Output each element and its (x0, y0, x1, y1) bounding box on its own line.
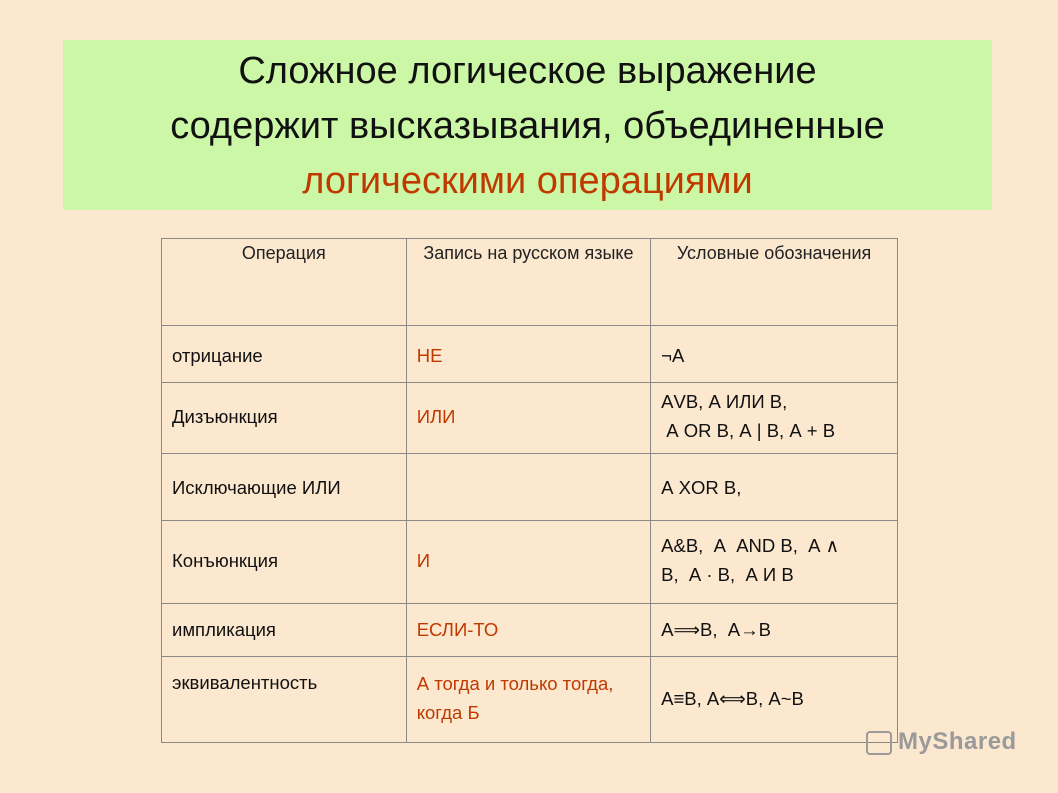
op-label: отрицание (172, 345, 263, 366)
slide-title (63, 40, 992, 210)
sym-cell (651, 383, 898, 454)
ru-label: А тогда и только тогда, когда Б (416, 673, 614, 723)
ru-cell (406, 521, 650, 604)
op-cell (162, 657, 407, 743)
sym-cell (651, 326, 898, 383)
ru-label (407, 454, 650, 482)
op-cell (162, 383, 407, 454)
op-cell (162, 521, 407, 604)
sym-label: А XOR В, (661, 477, 742, 498)
op-label: Исключающие ИЛИ (172, 477, 341, 498)
header-russian: Запись на русском языке (406, 239, 650, 326)
ru-label: ЕСЛИ-ТО (416, 619, 499, 640)
operations-table (161, 238, 898, 743)
header-operation: Операция (162, 239, 407, 326)
ru-cell (406, 326, 650, 383)
sym-label: А⟹В, А→В (661, 619, 771, 640)
op-label: эквивалентность (172, 672, 318, 693)
table-row (162, 326, 898, 383)
title-line-2: содержит высказывания, объединенные (170, 105, 885, 147)
table-row (162, 657, 898, 743)
title-line-1: Сложное логическое выражение (238, 50, 817, 92)
watermark (866, 728, 1017, 756)
sym-label: А≡В, А⟺В, А~В (661, 688, 804, 709)
watermark-text: MyShared (898, 728, 1017, 755)
table-row (162, 454, 898, 521)
table-header-row (162, 239, 898, 326)
table-row (162, 521, 898, 604)
op-label: Дизъюнкция (172, 406, 278, 427)
presentation-icon (866, 731, 892, 755)
op-cell (162, 454, 407, 521)
sym-cell (651, 521, 898, 604)
ru-label: И (416, 550, 431, 571)
ru-label: НЕ (416, 345, 443, 366)
ru-label: ИЛИ (416, 406, 456, 427)
sym-line-2: А OR В, А | В, А + В (661, 420, 836, 441)
title-line-3: логическими операциями (302, 160, 753, 202)
ru-cell (406, 604, 650, 657)
header-symbols: Условные обозначения (651, 239, 898, 326)
sym-cell (651, 657, 898, 743)
sym-cell (651, 454, 898, 521)
ru-cell (406, 383, 650, 454)
ru-cell (406, 657, 650, 743)
op-label: Конъюнкция (172, 550, 278, 571)
ru-cell (406, 454, 650, 521)
sym-label: ¬А (661, 345, 685, 366)
op-cell (162, 604, 407, 657)
table-row (162, 604, 898, 657)
sym-line-2: В, А · В, А И В (661, 564, 794, 585)
op-cell (162, 326, 407, 383)
table-row (162, 383, 898, 454)
op-label: импликация (172, 619, 276, 640)
sym-line-1: А&В, А AND В, А ∧ (661, 535, 840, 556)
sym-cell (651, 604, 898, 657)
sym-line-1: АVВ, А ИЛИ В, (661, 391, 788, 412)
